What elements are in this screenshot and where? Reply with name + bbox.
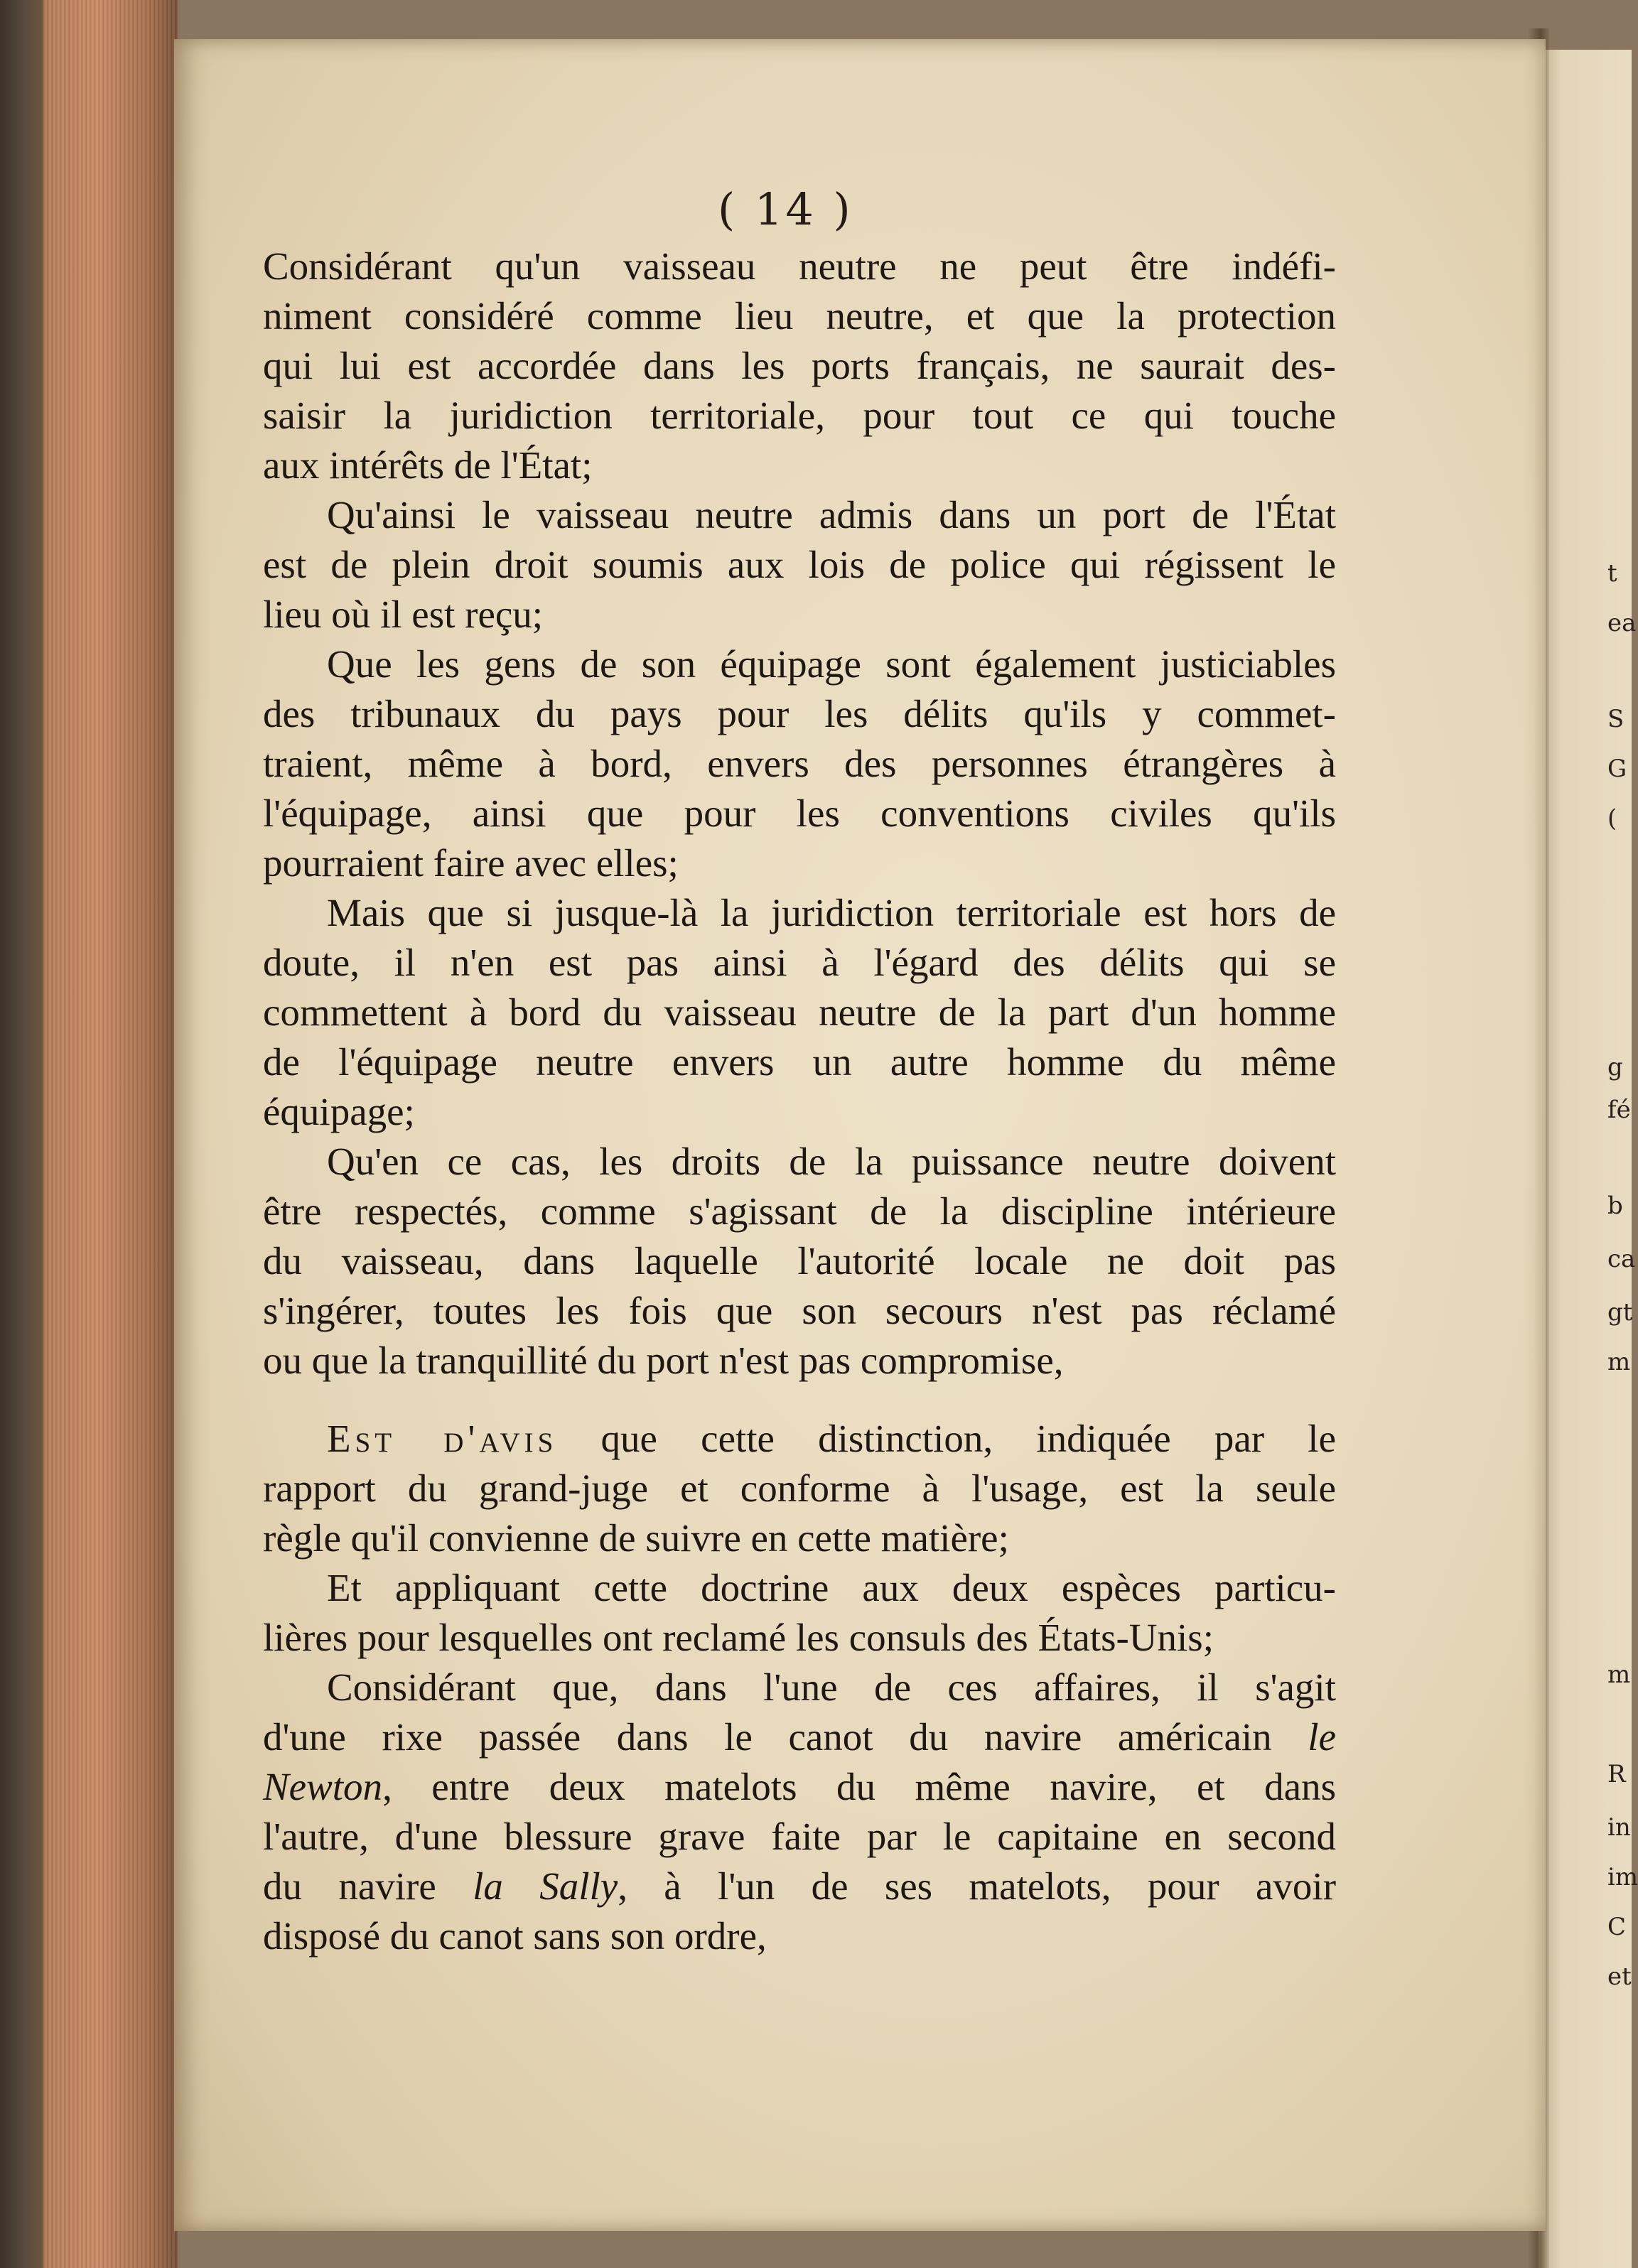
text-line — [263, 1712, 1336, 1762]
text-line: Mais que si jusque-là la juridiction territoriale est hors de — [327, 891, 1336, 934]
text-line: Qu'en ce cas, les droits de la puissance neutre doivent — [327, 1140, 1336, 1183]
facing-page-fragment: g — [1607, 1053, 1623, 1081]
text-line — [263, 1414, 1336, 1464]
text-line: de l'équipage neutre envers un autre homme du même — [263, 1040, 1336, 1084]
text-line: lières pour lesquelles ont reclamé les consuls des États-Unis; — [263, 1616, 1214, 1659]
text-line: lieu où il est reçu; — [263, 593, 544, 636]
facing-page-fragment: G — [1607, 755, 1627, 783]
text-line: doute, il n'en est pas ainsi à l'égard des délits qui se — [263, 941, 1336, 984]
text-line: rapport du grand-juge et conforme à l'usage, est la seule — [263, 1467, 1336, 1510]
text-line: s'ingérer, toutes les fois que son secours n'est pas réclamé — [263, 1289, 1336, 1332]
facing-page-fragment: t — [1607, 559, 1617, 588]
paragraph — [263, 242, 1336, 490]
text-run: , entre deux matelots du même navire, et dans — [382, 1765, 1336, 1808]
text-line: règle qu'il convienne de suivre en cette matière; — [263, 1516, 1009, 1560]
text-line: aux intérêts de l'État; — [263, 443, 593, 487]
paragraph — [263, 1663, 1336, 1961]
page-text — [263, 242, 1336, 1961]
facing-page-fragment: ea — [1607, 609, 1637, 637]
text-line: l'autre, d'une blessure grave faite par le capitaine en second — [263, 1815, 1336, 1858]
paragraph — [263, 888, 1336, 1137]
text-run: du navire — [263, 1864, 473, 1908]
paragraph — [263, 1137, 1336, 1386]
text-line: ou que la tranquillité du port n'est pas compromise, — [263, 1339, 1064, 1382]
text-line: qui lui est accordée dans les ports français, ne saurait des- — [263, 344, 1336, 387]
text-line: du vaisseau, dans laquelle l'autorité locale ne doit pas — [263, 1239, 1336, 1282]
facing-page-fragment: et — [1607, 1962, 1632, 1991]
text-line: commettent à bord du vaisseau neutre de la part d'un homme — [263, 990, 1336, 1034]
paragraph — [263, 1563, 1336, 1663]
text-line: saisir la juridiction territoriale, pour tout ce qui touche — [263, 394, 1336, 437]
ship-name-part: le — [1271, 1715, 1336, 1759]
text-line — [263, 1862, 1336, 1911]
text-line: pourraient faire avec elles; — [263, 841, 679, 885]
page-number: ( 14 ) — [718, 183, 853, 235]
facing-page-fragment: m — [1607, 1348, 1631, 1376]
ship-name: la Sally — [473, 1864, 618, 1908]
facing-page-fragment: in — [1607, 1813, 1631, 1842]
book-cover-edge — [0, 0, 43, 2268]
text-line: niment considéré comme lieu neutre, et que la protection — [263, 294, 1336, 338]
lead-phrase: Est d'avis — [327, 1417, 558, 1460]
paragraph — [263, 639, 1336, 888]
ship-name-part: Newton — [263, 1765, 383, 1808]
text-line: Que les gens de son équipage sont également justiciables — [327, 642, 1336, 686]
text-line: équipage; — [263, 1090, 415, 1133]
facing-page-fragment: m — [1607, 1660, 1631, 1689]
text-line: Qu'ainsi le vaisseau neutre admis dans un port de l'État — [327, 493, 1336, 536]
text-line: est de plein droit soumis aux lois de police qui régissent le — [263, 543, 1336, 586]
facing-page-fragment: b — [1607, 1192, 1623, 1220]
facing-page-fragment: S — [1607, 705, 1624, 733]
facing-page-fragment: R — [1607, 1760, 1626, 1788]
facing-page-fragment: ( — [1607, 804, 1617, 833]
paragraph — [263, 1414, 1336, 1563]
text-line: Considérant qu'un vaisseau neutre ne peut être indéfi- — [263, 244, 1336, 288]
facing-page-fragment: im — [1607, 1863, 1638, 1891]
text-line: l'équipage, ainsi que pour les conventions civiles qu'ils — [263, 792, 1336, 835]
text-line: être respectés, comme s'agissant de la discipline intérieure — [263, 1189, 1336, 1233]
text-line: Considérant que, dans l'une de ces affaires, il s'agit — [327, 1665, 1336, 1709]
text-line: traient, même à bord, envers des personnes étrangères à — [263, 742, 1336, 785]
facing-page-fragment: ca — [1607, 1245, 1636, 1273]
facing-page-fragment: C — [1607, 1913, 1627, 1941]
text-line: disposé du canot sans son ordre, — [263, 1914, 767, 1958]
text-run: que cette distinction, indiquée par le — [557, 1417, 1336, 1460]
text-line: des tribunaux du pays pour les délits qu'ils y commet- — [263, 692, 1336, 735]
text-line — [263, 1762, 1336, 1812]
text-line: Et appliquant cette doctrine aux deux espèces particu- — [327, 1566, 1336, 1609]
paragraph — [263, 490, 1336, 639]
facing-page-fragment: fé — [1607, 1096, 1631, 1124]
text-run: , à l'un de ses matelots, pour avoir — [618, 1864, 1337, 1908]
text-run: d'une rixe passée dans le canot du navire américain — [263, 1715, 1272, 1759]
facing-page-fragment: gt — [1607, 1298, 1633, 1327]
paragraph-gap — [263, 1386, 1336, 1414]
